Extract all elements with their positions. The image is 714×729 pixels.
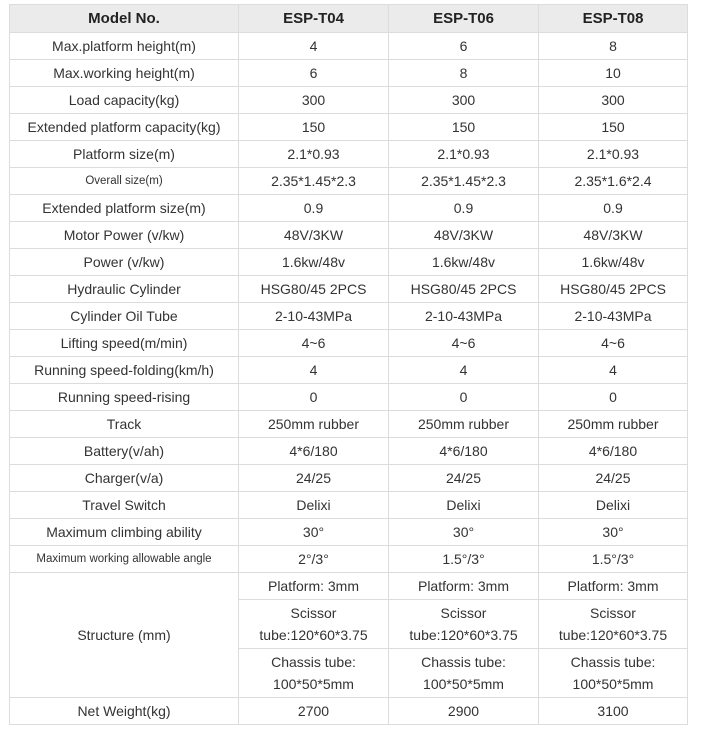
- cell-value: 30°: [389, 519, 539, 546]
- row-label: Track: [10, 411, 239, 438]
- header-cell-esp-t08: ESP-T08: [539, 5, 688, 33]
- cell-value: Delixi: [239, 492, 389, 519]
- cell-value: 2-10-43MPa: [539, 303, 688, 330]
- header-cell-model-no: Model No.: [10, 5, 239, 33]
- cell-value: 2.1*0.93: [389, 141, 539, 168]
- chassis-line-2: 100*50*5mm: [273, 676, 354, 692]
- table-row: [10, 384, 688, 411]
- cell-value: 300: [389, 87, 539, 114]
- cell-value: HSG80/45 2PCS: [539, 276, 688, 303]
- row-label: Net Weight(kg): [10, 698, 239, 725]
- cell-value: Delixi: [539, 492, 688, 519]
- cell-value: 2700: [239, 698, 389, 725]
- cell-value: 1.6kw/48v: [539, 249, 688, 276]
- row-label: Running speed-folding(km/h): [10, 357, 239, 384]
- cell-value: Platform: 3mm: [239, 573, 389, 600]
- chassis-line-2: 100*50*5mm: [423, 676, 504, 692]
- table-row: [10, 195, 688, 222]
- header-cell-esp-t04: ESP-T04: [239, 5, 389, 33]
- cell-value: 150: [389, 114, 539, 141]
- cell-value: 0.9: [389, 195, 539, 222]
- cell-value: HSG80/45 2PCS: [239, 276, 389, 303]
- scissor-line-2: tube:120*60*3.75: [259, 627, 368, 643]
- table-row: [10, 330, 688, 357]
- cell-value: 0: [389, 384, 539, 411]
- cell-value: 1.6kw/48v: [389, 249, 539, 276]
- cell-value: 4~6: [539, 330, 688, 357]
- table-row: [10, 546, 688, 573]
- cell-value: 2.35*1.45*2.3: [389, 168, 539, 195]
- row-label: Max.working height(m): [10, 60, 239, 87]
- cell-value: 2900: [389, 698, 539, 725]
- cell-value: [539, 649, 688, 698]
- scissor-line-1: Scissor: [590, 605, 636, 621]
- header-row: [10, 5, 688, 33]
- cell-value: 4: [539, 357, 688, 384]
- table-row: [10, 249, 688, 276]
- header-cell-esp-t06: ESP-T06: [389, 5, 539, 33]
- row-label: Cylinder Oil Tube: [10, 303, 239, 330]
- table-row: [10, 87, 688, 114]
- row-label: Max.platform height(m): [10, 33, 239, 60]
- cell-value: 4~6: [389, 330, 539, 357]
- row-label: Motor Power (v/kw): [10, 222, 239, 249]
- cell-value: Delixi: [389, 492, 539, 519]
- table-row: [10, 141, 688, 168]
- chassis-line-1: Chassis tube:: [271, 654, 356, 670]
- cell-value: 2.1*0.93: [539, 141, 688, 168]
- row-label: Platform size(m): [10, 141, 239, 168]
- cell-value: 4: [239, 33, 389, 60]
- cell-value: 150: [239, 114, 389, 141]
- cell-value: Platform: 3mm: [389, 573, 539, 600]
- row-label: Extended platform size(m): [10, 195, 239, 222]
- cell-value: 0.9: [239, 195, 389, 222]
- cell-value: [389, 600, 539, 649]
- scissor-line-2: tube:120*60*3.75: [558, 627, 668, 643]
- cell-value: 0: [539, 384, 688, 411]
- cell-value: 2°/3°: [239, 546, 389, 573]
- cell-value: 0: [239, 384, 389, 411]
- row-label: Running speed-rising: [10, 384, 239, 411]
- cell-value: 4*6/180: [539, 438, 688, 465]
- cell-value: 2.1*0.93: [239, 141, 389, 168]
- cell-value: 8: [389, 60, 539, 87]
- cell-value: 300: [239, 87, 389, 114]
- table-row: [10, 168, 688, 195]
- table-row: [10, 465, 688, 492]
- cell-value: 6: [389, 33, 539, 60]
- row-label: Battery(v/ah): [10, 438, 239, 465]
- cell-value: [389, 649, 539, 698]
- cell-value: 4: [239, 357, 389, 384]
- cell-value: 1.6kw/48v: [239, 249, 389, 276]
- cell-value: 6: [239, 60, 389, 87]
- cell-value: 4*6/180: [389, 438, 539, 465]
- row-label: Charger(v/a): [10, 465, 239, 492]
- scissor-line-1: Scissor: [290, 605, 337, 621]
- scissor-line-2: tube:120*60*3.75: [409, 627, 518, 643]
- row-label: Hydraulic Cylinder: [10, 276, 239, 303]
- spec-table: [9, 4, 688, 725]
- table-row: [10, 114, 688, 141]
- cell-value: [539, 600, 688, 649]
- cell-value: 4: [389, 357, 539, 384]
- cell-value: 2-10-43MPa: [389, 303, 539, 330]
- structure-label: Structure (mm): [10, 573, 239, 698]
- row-label: Lifting speed(m/min): [10, 330, 239, 357]
- cell-value: 250mm rubber: [239, 411, 389, 438]
- cell-value: 250mm rubber: [389, 411, 539, 438]
- cell-value: 24/25: [239, 465, 389, 492]
- cell-value: 2.35*1.6*2.4: [539, 168, 688, 195]
- table-row: [10, 411, 688, 438]
- table-row: [10, 33, 688, 60]
- table-row: [10, 303, 688, 330]
- table-row: [10, 357, 688, 384]
- cell-value: [239, 649, 389, 698]
- cell-value: 48V/3KW: [389, 222, 539, 249]
- cell-value: 24/25: [389, 465, 539, 492]
- cell-value: 0.9: [539, 195, 688, 222]
- cell-value: 8: [539, 33, 688, 60]
- cell-value: 1.5°/3°: [539, 546, 688, 573]
- chassis-line-2: 100*50*5mm: [572, 676, 654, 692]
- cell-value: 48V/3KW: [239, 222, 389, 249]
- scissor-line-1: Scissor: [440, 605, 487, 621]
- cell-value: 4~6: [239, 330, 389, 357]
- net-weight-row: [10, 698, 688, 725]
- table-row: [10, 438, 688, 465]
- cell-value: HSG80/45 2PCS: [389, 276, 539, 303]
- table-row: [10, 492, 688, 519]
- structure-row-platform: [10, 573, 688, 600]
- table-row: [10, 276, 688, 303]
- cell-value: 250mm rubber: [539, 411, 688, 438]
- row-label: Load capacity(kg): [10, 87, 239, 114]
- cell-value: 10: [539, 60, 688, 87]
- row-label: Extended platform capacity(kg): [10, 114, 239, 141]
- cell-value: 4*6/180: [239, 438, 389, 465]
- cell-value: 24/25: [539, 465, 688, 492]
- row-label: Maximum climbing ability: [10, 519, 239, 546]
- row-label: Overall size(m): [10, 168, 239, 195]
- cell-value: 300: [539, 87, 688, 114]
- cell-value: 30°: [239, 519, 389, 546]
- chassis-line-1: Chassis tube:: [570, 654, 656, 670]
- cell-value: 30°: [539, 519, 688, 546]
- cell-value: 2.35*1.45*2.3: [239, 168, 389, 195]
- row-label: Travel Switch: [10, 492, 239, 519]
- cell-value: 2-10-43MPa: [239, 303, 389, 330]
- row-label: Maximum working allowable angle: [10, 546, 239, 573]
- row-label: Power (v/kw): [10, 249, 239, 276]
- cell-value: 3100: [539, 698, 688, 725]
- chassis-line-1: Chassis tube:: [421, 654, 506, 670]
- table-row: [10, 519, 688, 546]
- cell-value: 48V/3KW: [539, 222, 688, 249]
- cell-value: [239, 600, 389, 649]
- cell-value: 1.5°/3°: [389, 546, 539, 573]
- cell-value: Platform: 3mm: [539, 573, 688, 600]
- table-row: [10, 60, 688, 87]
- table-row: [10, 222, 688, 249]
- cell-value: 150: [539, 114, 688, 141]
